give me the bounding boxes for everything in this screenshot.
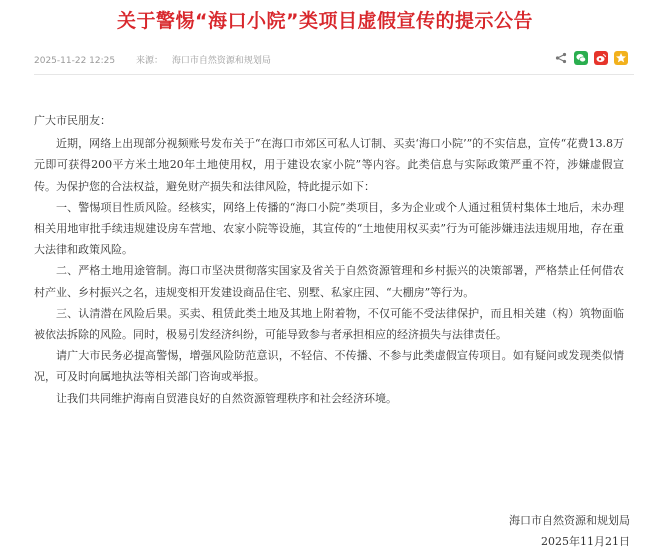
article-meta xyxy=(34,53,271,66)
share-bar xyxy=(554,51,628,65)
source-label: 来源： xyxy=(135,56,163,66)
share-icon[interactable] xyxy=(554,51,568,65)
paragraph-intro: 近期，网络上出现部分视频账号发布关于“在海口市郊区可私人订制、买卖‘海口小院’”的不实信息，宣传“花费13.8万元即可获得200平方米土地20年土地使用权，用于建设农家小院”等内容。此类信息与实际政策严重不符，涉嫌虚假宣传。为保护您的合法权益，避免财产损失和法律风险，特此提示如下： xyxy=(34,137,624,193)
signature-org: 海口市自然资源和规划局 xyxy=(509,514,630,527)
signature-block xyxy=(509,510,630,552)
page-title: 关于警惕“海口小院”类项目虚假宣传的提示公告 xyxy=(117,10,533,32)
article-body xyxy=(34,110,624,409)
wechat-icon[interactable] xyxy=(574,51,588,65)
paragraph-point-3: 三、认清潜在风险后果。买卖、租赁此类土地及其地上附着物，不仅可能不受法律保护，而且相关建（构）筑物面临被依法拆除的风险。同时，极易引发经济纠纷，可能导致参与者承担相应的经济损失与法律责任。 xyxy=(34,306,624,342)
source-name: 海口市自然资源和规划局 xyxy=(171,56,271,66)
signature-date: 2025年11月21日 xyxy=(541,535,630,548)
paragraph-appeal: 请广大市民务必提高警惕，增强风险防范意识，不轻信、不传播、不参与此类虚假宣传项目。如有疑问或发现类似情况，可及时向属地执法等相关部门咨询或举报。 xyxy=(34,349,624,384)
header-divider xyxy=(34,74,634,75)
paragraph-point-2: 二、严格土地用途管制。海口市坚决贯彻落实国家及省关于自然资源管理和乡村振兴的决策部署，严格禁止任何借农村产业、乡村振兴之名，违规变相开发建设商品住宅、别墅、私家庄园、“大棚房”等行为。 xyxy=(34,264,624,299)
greeting: 广大市民朋友： xyxy=(34,114,111,127)
favorite-star-icon[interactable] xyxy=(614,51,628,65)
weibo-icon[interactable] xyxy=(594,51,608,65)
paragraph-point-1: 一、警惕项目性质风险。经核实，网络上传播的“海口小院”类项目，多为企业或个人通过租赁村集体土地后，未办理相关用地审批手续违规建设房车营地、农家小院等设施，其宣传的“土地使用权买卖”行为可能涉嫌违法违规用地，存在重大法律和政策风险。 xyxy=(34,200,624,257)
publish-date: 2025-11-22 12:25 xyxy=(34,56,116,66)
paragraph-closing: 让我们共同维护海南自贸港良好的自然资源管理秩序和社会经济环境。 xyxy=(56,391,397,405)
